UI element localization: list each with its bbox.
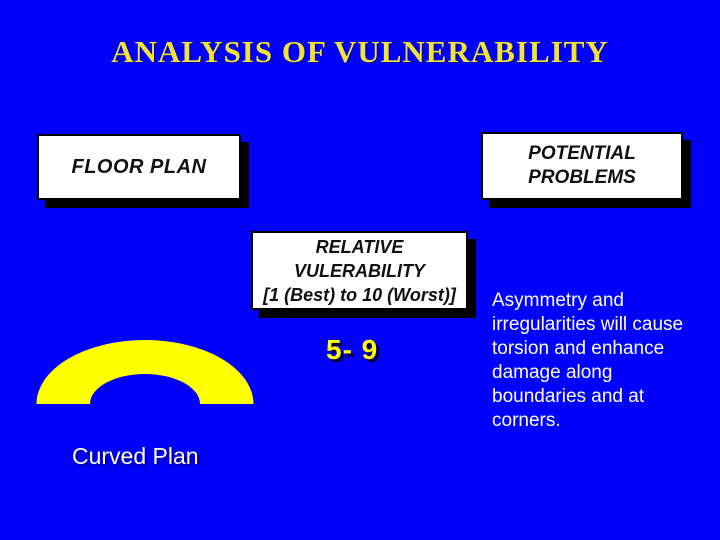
annotation-text xyxy=(492,289,717,433)
vulnerability-rating-value: 5- 9 xyxy=(326,334,379,365)
potential-problems-label-line1: POTENTIAL xyxy=(528,143,636,164)
relative-vulnerability-label-line2: VULERABILITY xyxy=(293,260,425,281)
annotation-line: boundaries and at xyxy=(492,386,645,407)
floor-plan-box xyxy=(37,134,241,200)
relative-vulnerability-scale-line: [1 (Best) to 10 (Worst)] xyxy=(263,284,456,305)
annotation-line: corners. xyxy=(492,410,561,431)
relative-vulnerability-box xyxy=(251,231,468,310)
slide-title: ANALYSIS OF VULNERABILITY xyxy=(111,34,609,69)
annotation-line: torsion and enhance xyxy=(492,338,665,359)
curved-plan-arch-path xyxy=(37,340,254,404)
floor-plan-label: FLOOR PLAN xyxy=(71,155,207,178)
potential-problems-box xyxy=(481,132,683,200)
potential-problems-label-line2: PROBLEMS xyxy=(528,167,636,188)
relative-vulnerability-label-line1: RELATIVE xyxy=(315,236,404,257)
annotation-line: Asymmetry and xyxy=(492,290,624,311)
annotation-line: damage along xyxy=(492,362,613,383)
curved-plan-arch-shape xyxy=(28,338,264,408)
annotation-line: irregularities will cause xyxy=(492,314,684,335)
curved-plan-caption: Curved Plan xyxy=(72,443,199,469)
